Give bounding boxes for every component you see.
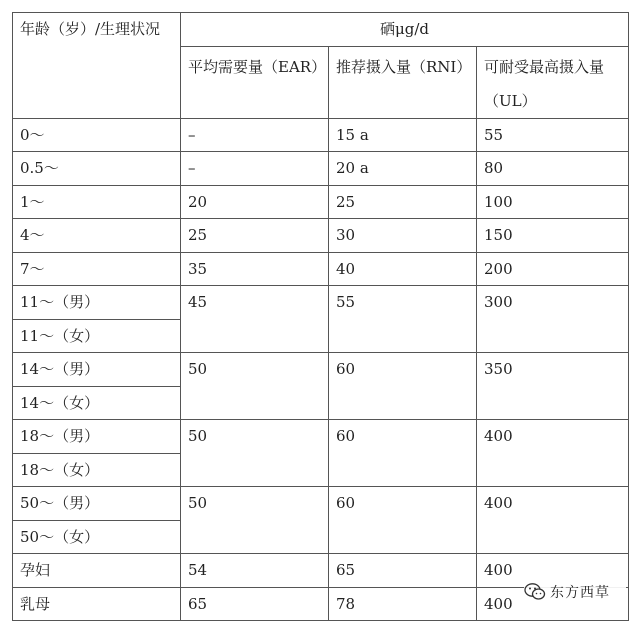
table-row <box>13 286 629 320</box>
header-age: 年龄（岁）/生理状况 <box>13 13 181 119</box>
cell-ul: 300 <box>477 286 629 353</box>
cell-age: 14～（男） <box>13 353 181 387</box>
cell-ul: 400 <box>477 554 629 588</box>
table-row <box>13 152 629 186</box>
cell-ul: 150 <box>477 219 629 253</box>
cell-age: 7～ <box>13 252 181 286</box>
cell-age: 1～ <box>13 185 181 219</box>
cell-ear: 20 <box>181 185 329 219</box>
cell-age: 0～ <box>13 118 181 152</box>
cell-age: 4～ <box>13 219 181 253</box>
cell-ul: 400 <box>477 587 629 621</box>
table-row <box>13 219 629 253</box>
cell-ear: 50 <box>181 420 329 487</box>
cell-ul: 400 <box>477 487 629 554</box>
cell-ear: 54 <box>181 554 329 588</box>
watermark-text: 东方西草 <box>550 585 610 601</box>
cell-age: 孕妇 <box>13 554 181 588</box>
wechat-icon <box>524 582 546 602</box>
cell-rni: 25 <box>329 185 477 219</box>
header-ul: 可耐受最高摄入量（UL） <box>477 46 629 118</box>
cell-ear: 45 <box>181 286 329 353</box>
table-row <box>13 353 629 387</box>
cell-rni: 60 <box>329 353 477 420</box>
table-row <box>13 185 629 219</box>
header-rni: 推荐摄入量（RNI） <box>329 46 477 118</box>
cell-rni: 60 <box>329 420 477 487</box>
cell-rni: 40 <box>329 252 477 286</box>
cell-rni: 15 a <box>329 118 477 152</box>
selenium-intake-table <box>12 12 629 621</box>
cell-ul: 350 <box>477 353 629 420</box>
cell-ul: 100 <box>477 185 629 219</box>
cell-rni: 78 <box>329 587 477 621</box>
cell-ear: 65 <box>181 587 329 621</box>
cell-rni: 20 a <box>329 152 477 186</box>
table-row <box>13 118 629 152</box>
header-selenium: 硒μg/d <box>181 13 629 47</box>
cell-age: 18～（女） <box>13 453 181 487</box>
cell-rni: 60 <box>329 487 477 554</box>
cell-rni: 65 <box>329 554 477 588</box>
header-ear: 平均需要量（EAR） <box>181 46 329 118</box>
cell-age: 11～（女） <box>13 319 181 353</box>
cell-ear: 50 <box>181 353 329 420</box>
cell-ear: – <box>181 118 329 152</box>
cell-ear: – <box>181 152 329 186</box>
cell-age: 乳母 <box>13 587 181 621</box>
table-row <box>13 487 629 521</box>
cell-ul: 200 <box>477 252 629 286</box>
watermark <box>524 580 626 604</box>
cell-rni: 30 <box>329 219 477 253</box>
cell-ul: 400 <box>477 420 629 487</box>
cell-ear: 35 <box>181 252 329 286</box>
cell-ear: 25 <box>181 219 329 253</box>
cell-age: 11～（男） <box>13 286 181 320</box>
table-row <box>13 252 629 286</box>
cell-age: 18～（男） <box>13 420 181 454</box>
cell-ul: 55 <box>477 118 629 152</box>
cell-age: 50～（男） <box>13 487 181 521</box>
cell-ul: 80 <box>477 152 629 186</box>
cell-age: 0.5～ <box>13 152 181 186</box>
cell-age: 50～（女） <box>13 520 181 554</box>
cell-age: 14～（女） <box>13 386 181 420</box>
table-row <box>13 420 629 454</box>
header-row <box>13 13 629 47</box>
cell-rni: 55 <box>329 286 477 353</box>
cell-ear: 50 <box>181 487 329 554</box>
